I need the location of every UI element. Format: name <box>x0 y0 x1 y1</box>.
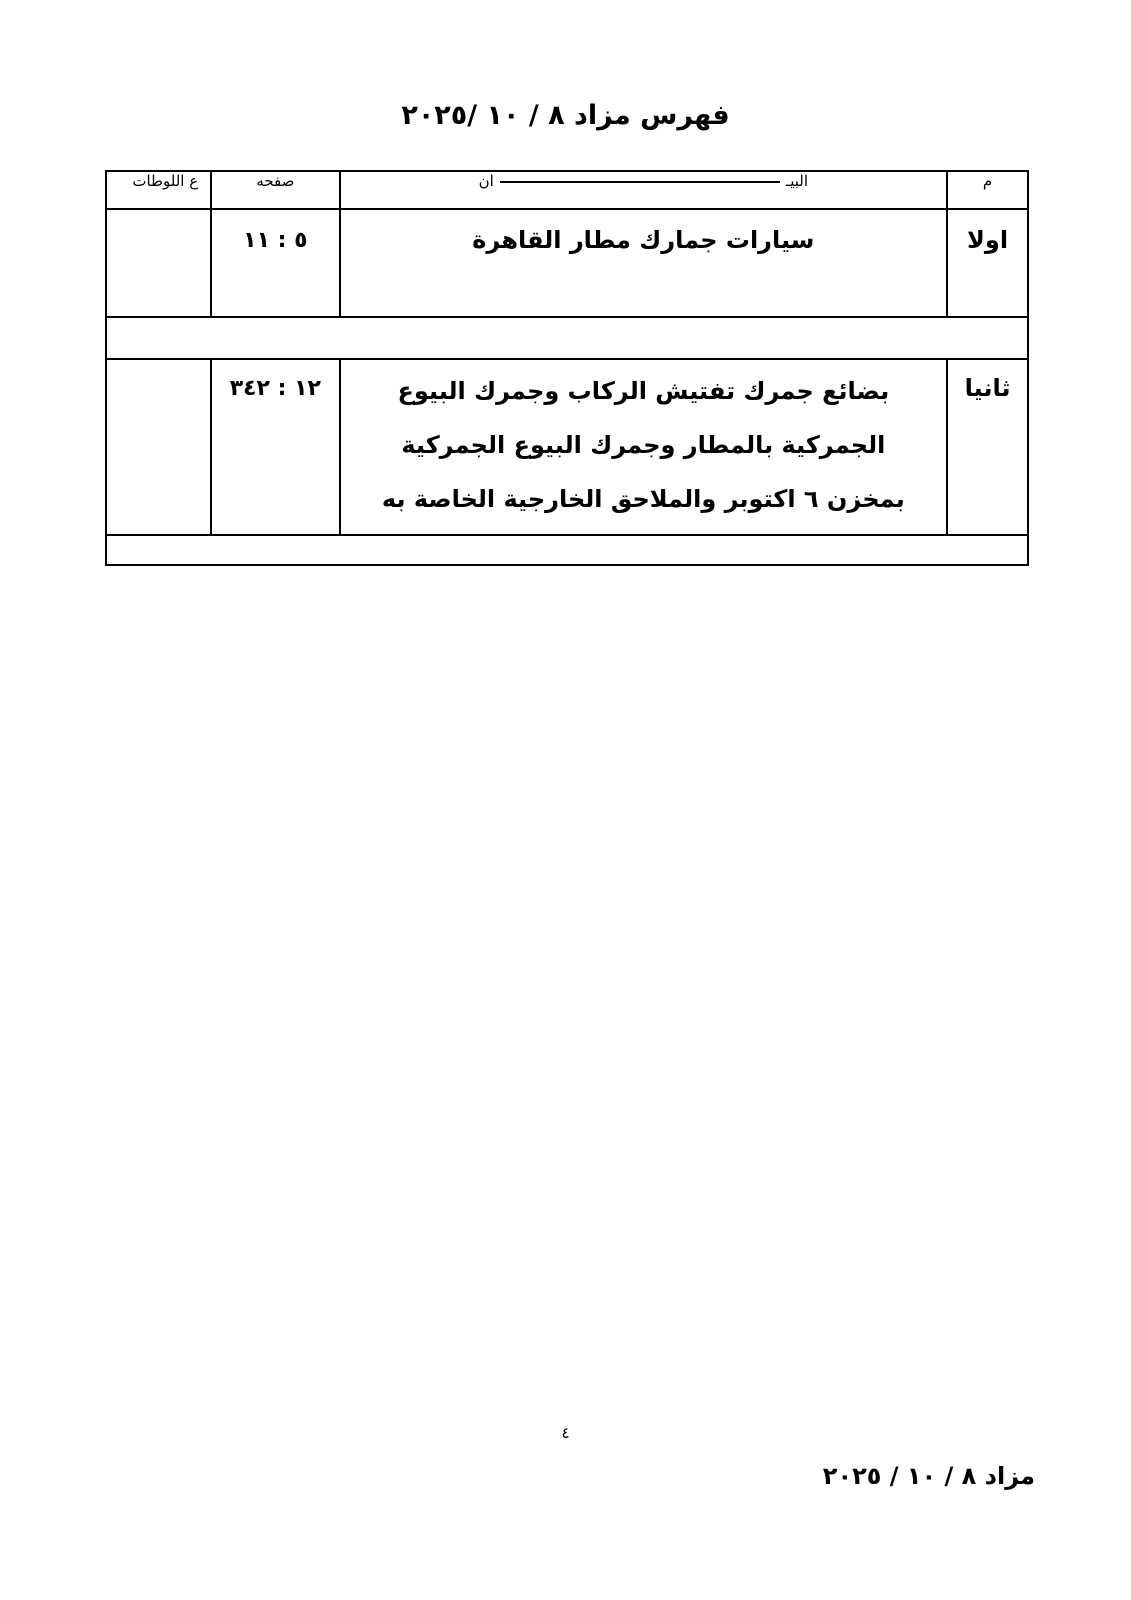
table-row <box>106 359 1028 535</box>
row-number: اولا <box>947 209 1028 317</box>
index-table <box>105 170 1029 566</box>
table-row <box>106 209 1028 317</box>
row-boards <box>106 209 211 317</box>
header-description <box>340 171 948 209</box>
row-number: ثانيا <box>947 359 1028 535</box>
header-description-line <box>500 181 780 183</box>
table-header-row <box>106 171 1028 209</box>
header-number: م <box>947 171 1028 209</box>
row-boards <box>106 359 211 535</box>
page-title: فهرس مزاد ٨ / ١٠ /٢٠٢٥ <box>401 100 730 131</box>
header-page: صفحه <box>211 171 339 209</box>
footer-auction-date: مزاد ٨ / ١٠ / ٢٠٢٥ <box>822 1462 1035 1490</box>
header-description-start: البيـ <box>785 172 809 190</box>
header-description-end: ان <box>478 172 494 190</box>
page-number: ٤ <box>561 1424 570 1442</box>
row-description: بضائع جمرك تفتيش الركاب وجمرك البيوع الجمركية بالمطار وجمرك البيوع الجمركية بمخزن ٦ اكتوبر والملاحق الخارجية الخاصة به <box>340 359 948 535</box>
header-boards: ع اللوطات <box>106 171 211 209</box>
spacer-row <box>106 535 1028 565</box>
spacer-cell <box>106 535 1028 565</box>
row-description: سيارات جمارك مطار القاهرة <box>340 209 948 317</box>
spacer-cell <box>106 317 1028 359</box>
row-page-range: ٥ : ١١ <box>211 209 339 317</box>
spacer-row <box>106 317 1028 359</box>
row-page-range: ١٢ : ٣٤٢ <box>211 359 339 535</box>
